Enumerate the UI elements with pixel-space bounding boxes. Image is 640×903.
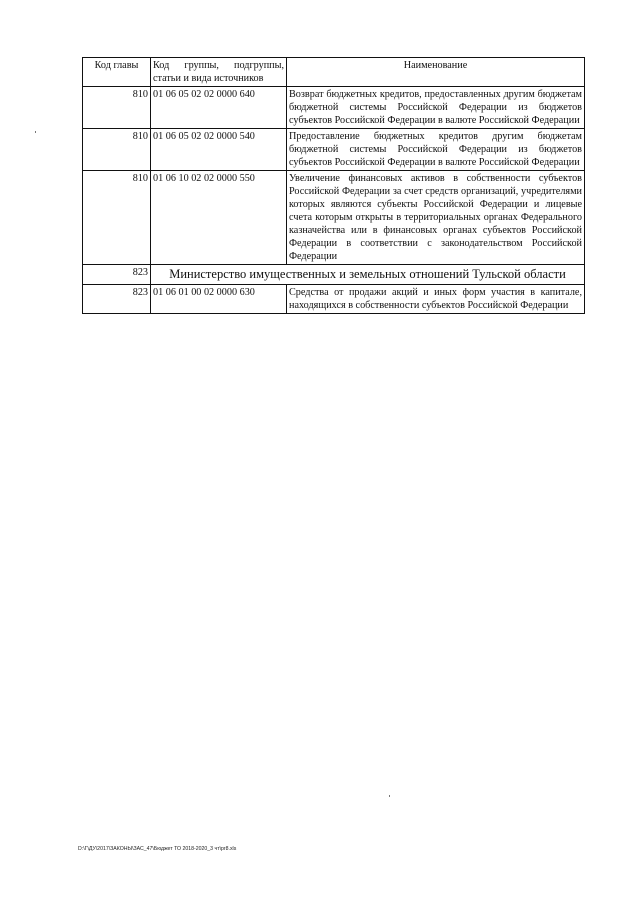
cell-group-code: 01 06 05 02 02 0000 640 bbox=[151, 87, 287, 129]
cell-ministry-code: 823 bbox=[83, 265, 151, 285]
table-row bbox=[83, 87, 585, 129]
cell-head-code: 823 bbox=[83, 285, 151, 314]
file-path-footer: D:\Г\ДУ\2017\ЗАКОНЫ\ЗАС_47\Бюджет ТО 2018-2020_3 чт\pr8.xls bbox=[78, 846, 237, 852]
scan-speck bbox=[35, 131, 36, 133]
cell-name: Средства от продажи акций и иных форм участия в капитале, находящихся в собственности субъектов Российской Федерации bbox=[287, 285, 585, 314]
table-row bbox=[83, 285, 585, 314]
cell-group-code: 01 06 01 00 02 0000 630 bbox=[151, 285, 287, 314]
cell-head-code: 810 bbox=[83, 129, 151, 171]
cell-group-code: 01 06 10 02 02 0000 550 bbox=[151, 171, 287, 265]
cell-name: Увеличение финансовых активов в собственности субъектов Российской Федерации за счет средств организаций, учредителями которых являются субъекты Российской Федерации и лицевые счета которым открыты в территориальных органах Федерального казначейства или в финансовых органах субъектов Российской Федерации в соответствии с законодательством Российской Федерации bbox=[287, 171, 585, 265]
header-name: Наименование bbox=[287, 58, 585, 87]
sources-table bbox=[82, 57, 585, 314]
cell-name: Возврат бюджетных кредитов, предоставленных другим бюджетам бюджетной системы Российской Федерации из бюджетов субъектов Российской Федерации в валюте Российской Федерации bbox=[287, 87, 585, 129]
cell-ministry-name: Министерство имущественных и земельных отношений Тульской области bbox=[151, 265, 585, 285]
table-row bbox=[83, 171, 585, 265]
cell-group-code: 01 06 05 02 02 0000 540 bbox=[151, 129, 287, 171]
cell-head-code: 810 bbox=[83, 87, 151, 129]
header-code-main: Код главы bbox=[83, 58, 151, 87]
scan-speck bbox=[389, 795, 390, 797]
header-code-group: Код группы, подгруппы, статьи и вида источников bbox=[151, 58, 287, 87]
table-row bbox=[83, 129, 585, 171]
cell-head-code: 810 bbox=[83, 171, 151, 265]
table-header-row bbox=[83, 58, 585, 87]
cell-name: Предоставление бюджетных кредитов другим бюджетам бюджетной системы Российской Федерации из бюджетов субъектов Российской Федерации в валюте Российской Федерации bbox=[287, 129, 585, 171]
ministry-row bbox=[83, 265, 585, 285]
